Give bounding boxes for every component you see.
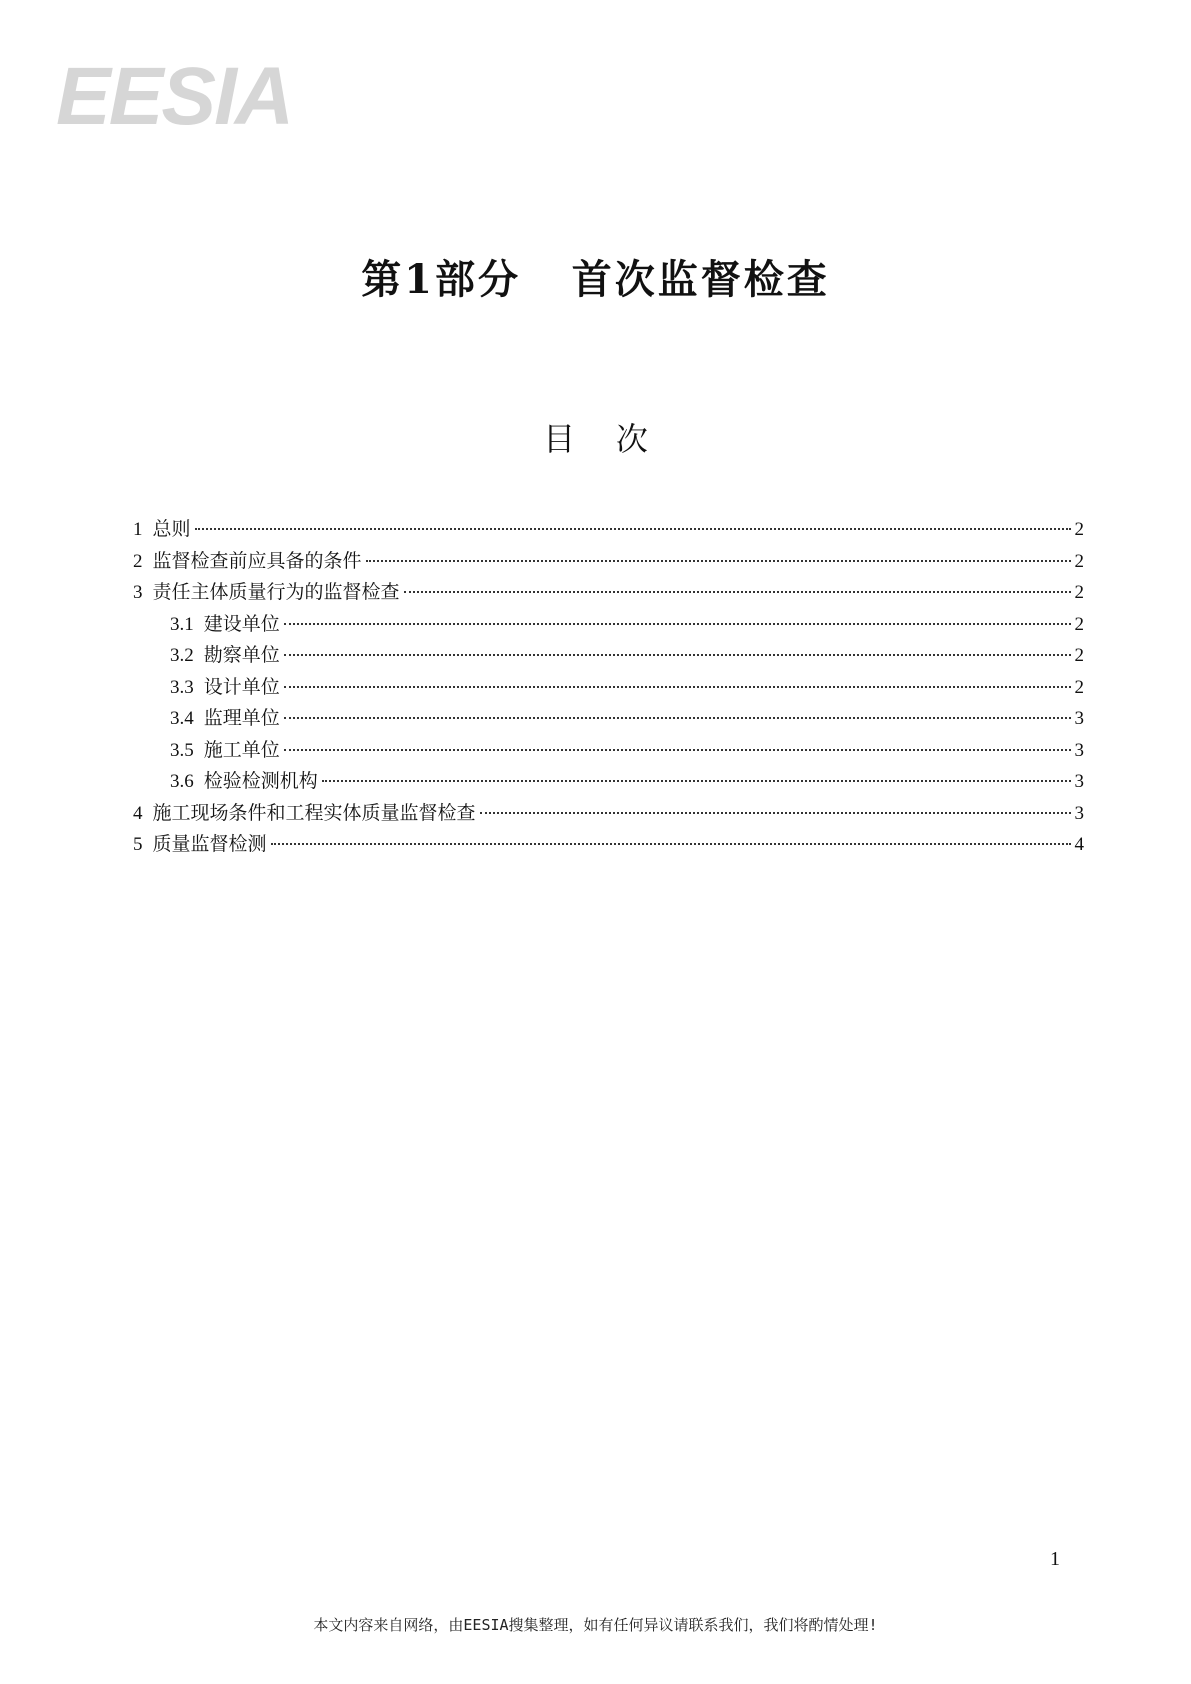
toc-entry-page: 3	[1074, 708, 1084, 729]
toc-entry-page: 3	[1074, 739, 1084, 761]
toc-entry-label: 建设单位	[203, 612, 280, 635]
toc-entry-page: 2	[1074, 613, 1084, 635]
toc-entry[interactable]	[133, 798, 1084, 830]
toc-dot-leader	[404, 591, 1071, 593]
toc-entry-page: 2	[1074, 676, 1084, 698]
page-number: 1	[1050, 1548, 1060, 1570]
toc-subentry[interactable]	[133, 703, 1084, 735]
toc-entry-page: 2	[1074, 519, 1084, 540]
toc-entry-number: 3.1	[170, 613, 194, 635]
toc-entry-page: 2	[1074, 582, 1084, 603]
toc-dot-leader	[195, 528, 1071, 530]
toc-dot-leader	[271, 843, 1071, 845]
toc-entry[interactable]	[133, 829, 1084, 861]
toc-entry-label: 监督检查前应具备的条件	[152, 549, 362, 572]
toc-entry-label: 施工现场条件和工程实体质量监督检查	[152, 801, 476, 824]
toc-entry-page: 3	[1074, 802, 1084, 824]
footer-notice: 本文内容来自网络，由EESIA搜集整理，如有任何异议请联系我们，我们将酌情处理!	[313, 1616, 878, 1634]
toc-heading: 目 次	[543, 420, 648, 458]
toc-entry-label: 施工单位	[203, 738, 280, 761]
toc-entry[interactable]	[133, 514, 1084, 546]
table-of-contents	[133, 514, 1084, 861]
toc-entry-number: 4	[133, 802, 143, 824]
toc-entry[interactable]	[133, 546, 1084, 578]
toc-entry-label: 检验检测机构	[203, 770, 318, 792]
toc-dot-leader	[480, 812, 1071, 814]
eesia-logo	[56, 50, 306, 140]
toc-entry-number: 5	[133, 834, 143, 855]
toc-entry-page: 4	[1074, 834, 1084, 855]
toc-entry-page: 2	[1074, 550, 1084, 572]
toc-dot-leader	[284, 623, 1071, 625]
toc-dot-leader	[322, 780, 1071, 782]
toc-entry-number: 2	[133, 550, 143, 572]
toc-entry-number: 3	[133, 582, 143, 603]
part-title: 第1部分 首次监督检查	[361, 256, 830, 303]
toc-entry[interactable]	[133, 577, 1084, 609]
toc-dot-leader	[284, 749, 1071, 751]
toc-entry-label: 监理单位	[203, 707, 280, 729]
toc-entry-number: 3.4	[170, 708, 194, 729]
toc-dot-leader	[284, 686, 1071, 688]
toc-entry-page: 2	[1074, 645, 1084, 666]
toc-entry-label: 责任主体质量行为的监督检查	[152, 581, 400, 603]
toc-subentry[interactable]	[133, 609, 1084, 641]
toc-entry-page: 3	[1074, 771, 1084, 792]
toc-entry-number: 3.5	[170, 739, 194, 761]
toc-entry-number: 3.2	[170, 645, 194, 666]
toc-subentry[interactable]	[133, 640, 1084, 672]
toc-entry-number: 3.3	[170, 676, 194, 698]
toc-entry-label: 质量监督检测	[152, 833, 267, 855]
svg-text:EESIA: EESIA	[56, 51, 293, 140]
toc-subentry[interactable]	[133, 672, 1084, 704]
toc-entry-number: 3.6	[170, 771, 194, 792]
toc-subentry[interactable]	[133, 735, 1084, 767]
toc-dot-leader	[284, 717, 1071, 719]
toc-entry-label: 勘察单位	[203, 644, 280, 666]
toc-subentry[interactable]	[133, 766, 1084, 798]
toc-dot-leader	[284, 654, 1071, 656]
toc-entry-label: 设计单位	[203, 675, 280, 698]
toc-entry-number: 1	[133, 519, 143, 540]
toc-dot-leader	[366, 560, 1071, 562]
toc-entry-label: 总则	[152, 518, 191, 540]
